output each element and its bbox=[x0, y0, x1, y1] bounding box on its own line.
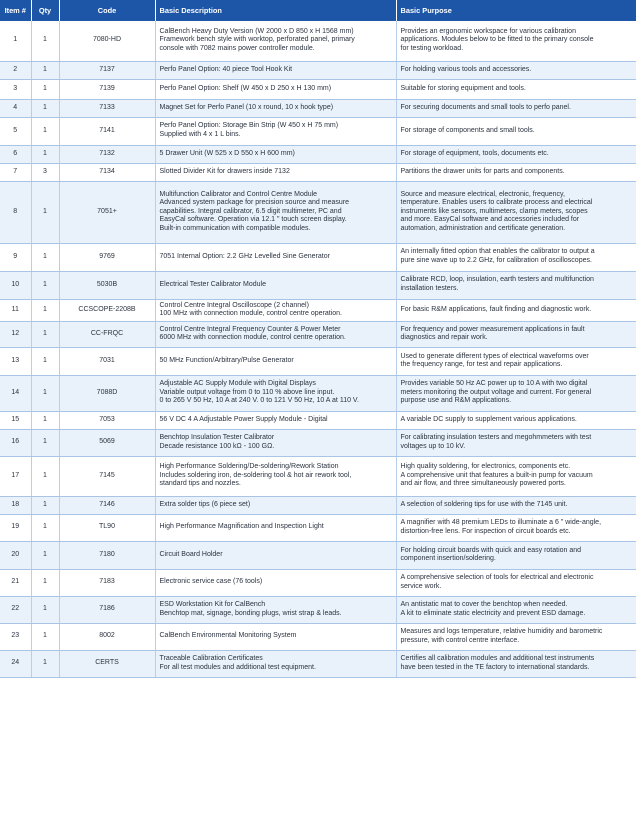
purpose-cell bbox=[396, 99, 636, 117]
description-cell bbox=[155, 429, 396, 456]
table-header-row bbox=[0, 0, 636, 21]
description-line: CalBench Heavy Duty Version (W 2000 x D 850 x H 1568 mm) bbox=[159, 27, 354, 35]
description-line: Variable output voltage from 0 to 110 % above line input. bbox=[159, 388, 335, 396]
purpose-line: Suitable for storing equipment and tools. bbox=[400, 84, 526, 92]
item-number-cell: 16 bbox=[0, 429, 31, 456]
purpose-cell bbox=[396, 163, 636, 181]
purpose-cell bbox=[396, 61, 636, 79]
table-row bbox=[0, 569, 636, 596]
description-line: Advanced system package for precision source and measure bbox=[159, 199, 349, 207]
table-row bbox=[0, 243, 636, 271]
qty-cell: 1 bbox=[31, 375, 59, 411]
code-cell: 7137 bbox=[59, 61, 155, 79]
table-row bbox=[0, 21, 636, 61]
qty-cell: 1 bbox=[31, 99, 59, 117]
purpose-cell bbox=[396, 411, 636, 429]
description-line: CalBench Environmental Monitoring System bbox=[159, 632, 297, 640]
code-cell: 7141 bbox=[59, 117, 155, 145]
purpose-line: A magnifier with 48 premium LEDs to illuminate a 6 " wide-angle, bbox=[400, 519, 602, 527]
table-row bbox=[0, 456, 636, 496]
purpose-cell bbox=[396, 243, 636, 271]
table-row bbox=[0, 596, 636, 623]
qty-cell: 1 bbox=[31, 271, 59, 299]
table-row bbox=[0, 650, 636, 677]
item-number-cell: 3 bbox=[0, 79, 31, 99]
qty-cell: 1 bbox=[31, 181, 59, 243]
purpose-line: For basic R&M applications, fault finding and diagnostic work. bbox=[400, 305, 592, 313]
description-line: EasyCal software. Operation via 12.1 " touch screen display. bbox=[159, 216, 347, 224]
purpose-line: purpose use and R&M applications. bbox=[400, 397, 512, 405]
code-cell: 7133 bbox=[59, 99, 155, 117]
description-line: 100 MHz with connection module, control centre operation. bbox=[159, 310, 342, 318]
description-line: Control Centre Integral Oscilloscope (2 channel) bbox=[159, 301, 309, 309]
qty-cell: 1 bbox=[31, 596, 59, 623]
table-row bbox=[0, 541, 636, 569]
table-row bbox=[0, 181, 636, 243]
purpose-line: Provides variable 50 Hz AC power up to 10 A with two digital bbox=[400, 380, 588, 388]
item-number-cell: 24 bbox=[0, 650, 31, 677]
purpose-line: For securing documents and small tools to perfo panel. bbox=[400, 103, 571, 111]
description-cell bbox=[155, 181, 396, 243]
qty-cell: 1 bbox=[31, 569, 59, 596]
code-cell: 7180 bbox=[59, 541, 155, 569]
description-line: Decade resistance 100 kΩ - 100 GΩ. bbox=[159, 442, 275, 450]
description-line: Perfo Panel Option: 40 piece Tool Hook Kit bbox=[159, 65, 293, 73]
purpose-cell bbox=[396, 569, 636, 596]
qty-cell: 1 bbox=[31, 321, 59, 347]
purpose-cell bbox=[396, 79, 636, 99]
purpose-line: automation, administration and certificate generation. bbox=[400, 224, 566, 232]
purpose-line: and air flow, and three simultaneously powered ports. bbox=[400, 480, 566, 488]
description-line: Benchtop Insulation Tester Calibrator bbox=[159, 434, 275, 442]
description-line: Perfo Panel Option: Storage Bin Strip (W 450 x H 75 mm) bbox=[159, 122, 339, 130]
code-cell: CERTS bbox=[59, 650, 155, 677]
table-row bbox=[0, 411, 636, 429]
header-purpose: Basic Purpose bbox=[396, 0, 636, 21]
purpose-cell bbox=[396, 181, 636, 243]
description-line: 56 V DC 4 A Adjustable Power Supply Module - Digital bbox=[159, 415, 328, 423]
purpose-cell bbox=[396, 514, 636, 541]
description-cell bbox=[155, 271, 396, 299]
item-number-cell: 17 bbox=[0, 456, 31, 496]
table-row bbox=[0, 271, 636, 299]
purpose-line: An internally fitted option that enables the calibrator to output a bbox=[400, 248, 595, 256]
qty-cell: 1 bbox=[31, 117, 59, 145]
code-cell: 5069 bbox=[59, 429, 155, 456]
purpose-cell bbox=[396, 541, 636, 569]
qty-cell: 1 bbox=[31, 145, 59, 163]
description-cell bbox=[155, 145, 396, 163]
table-row bbox=[0, 99, 636, 117]
code-cell: 7088D bbox=[59, 375, 155, 411]
purpose-cell bbox=[396, 456, 636, 496]
table-row bbox=[0, 299, 636, 321]
description-cell bbox=[155, 596, 396, 623]
purpose-line: distortion-free lens. For inspection of circuit boards etc. bbox=[400, 527, 571, 535]
table-row bbox=[0, 496, 636, 514]
purpose-cell bbox=[396, 650, 636, 677]
code-cell: 7186 bbox=[59, 596, 155, 623]
description-line: Includes soldering iron, de-soldering tool & hot air rework tool, bbox=[159, 471, 352, 479]
item-number-cell: 10 bbox=[0, 271, 31, 299]
item-number-cell: 15 bbox=[0, 411, 31, 429]
description-line: ESD Workstation Kit for CalBench bbox=[159, 601, 266, 609]
purpose-cell bbox=[396, 375, 636, 411]
purpose-line: For storage of equipment, tools, documents etc. bbox=[400, 149, 549, 157]
item-number-cell: 14 bbox=[0, 375, 31, 411]
description-line: High Performance Magnification and Inspection Light bbox=[159, 523, 324, 531]
description-cell bbox=[155, 61, 396, 79]
qty-cell: 1 bbox=[31, 299, 59, 321]
code-cell: 7051+ bbox=[59, 181, 155, 243]
code-cell: 7146 bbox=[59, 496, 155, 514]
table-row bbox=[0, 429, 636, 456]
item-number-cell: 22 bbox=[0, 596, 31, 623]
table-row bbox=[0, 375, 636, 411]
table-row bbox=[0, 61, 636, 79]
purpose-line: For holding circuit boards with quick and easy rotation and bbox=[400, 546, 582, 554]
description-line: 50 MHz Function/Arbitrary/Pulse Generator bbox=[159, 356, 294, 364]
item-number-cell: 21 bbox=[0, 569, 31, 596]
qty-cell: 1 bbox=[31, 623, 59, 650]
purpose-line: Provides an ergonomic workspace for various calibration bbox=[400, 27, 576, 35]
code-cell: 8002 bbox=[59, 623, 155, 650]
item-number-cell: 19 bbox=[0, 514, 31, 541]
purpose-line: instruments like sensors, multimeters, clamp meters, scopes bbox=[400, 207, 588, 215]
purpose-line: Partitions the drawer units for parts and components. bbox=[400, 167, 565, 175]
table-row bbox=[0, 623, 636, 650]
qty-cell: 1 bbox=[31, 79, 59, 99]
purpose-cell bbox=[396, 429, 636, 456]
qty-cell: 1 bbox=[31, 429, 59, 456]
qty-cell: 1 bbox=[31, 411, 59, 429]
code-cell: 7053 bbox=[59, 411, 155, 429]
description-line: Electrical Tester Calibrator Module bbox=[159, 280, 266, 288]
description-line: Supplied with 4 x 1 L bins. bbox=[159, 131, 241, 138]
description-cell bbox=[155, 456, 396, 496]
item-number-cell: 9 bbox=[0, 243, 31, 271]
header-qty: Qty bbox=[31, 0, 59, 21]
description-line: capabilities. Integral calibrator, 6.5 digit multimeter, PC and bbox=[159, 207, 342, 215]
purpose-line: For holding various tools and accessories. bbox=[400, 65, 532, 73]
description-line: Extra solder tips (6 piece set) bbox=[159, 500, 251, 508]
description-line: standard tips and nozzles. bbox=[159, 480, 241, 488]
purpose-line: voltages up to 10 kV. bbox=[400, 442, 466, 450]
description-line: 6000 MHz with connection module, control centre operation. bbox=[159, 334, 346, 342]
description-cell bbox=[155, 411, 396, 429]
description-cell bbox=[155, 569, 396, 596]
item-number-cell: 8 bbox=[0, 181, 31, 243]
code-cell: 7134 bbox=[59, 163, 155, 181]
qty-cell: 1 bbox=[31, 541, 59, 569]
purpose-line: the frequency range, for test and repair applications. bbox=[400, 361, 563, 369]
description-cell bbox=[155, 375, 396, 411]
description-line: Built-in communication with compatible modules. bbox=[159, 224, 311, 232]
code-cell: 7080-HD bbox=[59, 21, 155, 61]
purpose-cell bbox=[396, 623, 636, 650]
item-number-cell: 23 bbox=[0, 623, 31, 650]
qty-cell: 1 bbox=[31, 496, 59, 514]
purpose-line: pure sine wave up to 2.2 GHz, for calibration of oscilloscopes. bbox=[400, 257, 592, 264]
description-line: Benchtop mat, signage, bonding plugs, wrist strap & leads. bbox=[159, 609, 342, 617]
purpose-line: A selection of soldering tips for use with the 7145 unit. bbox=[400, 500, 568, 508]
purpose-line: For calibrating insulation testers and megohmmeters with test bbox=[400, 434, 592, 442]
description-cell bbox=[155, 496, 396, 514]
description-line: Multifunction Calibrator and Control Centre Module bbox=[159, 190, 318, 198]
purpose-line: pressure, with control centre interface. bbox=[400, 636, 520, 644]
purpose-line: High quality soldering, for electronics, components etc. bbox=[400, 463, 571, 471]
purpose-cell bbox=[396, 347, 636, 375]
purpose-line: installation testers. bbox=[400, 285, 459, 292]
description-cell bbox=[155, 623, 396, 650]
description-cell bbox=[155, 321, 396, 347]
purpose-cell bbox=[396, 145, 636, 163]
description-line: Control Centre Integral Frequency Counter & Power Meter bbox=[159, 325, 341, 333]
table-row bbox=[0, 163, 636, 181]
purpose-line: For frequency and power measurement applications in fault bbox=[400, 325, 585, 333]
purpose-line: A comprehensive unit that features a built-in pump for vacuum bbox=[400, 471, 593, 479]
purpose-cell bbox=[396, 299, 636, 321]
item-number-cell: 13 bbox=[0, 347, 31, 375]
table-row bbox=[0, 347, 636, 375]
description-cell bbox=[155, 79, 396, 99]
code-cell: 7132 bbox=[59, 145, 155, 163]
purpose-line: For storage of components and small tools. bbox=[400, 126, 535, 134]
description-line: Electronic service case (76 tools) bbox=[159, 578, 263, 586]
description-line: Perfo Panel Option: Shelf (W 450 x D 250 x H 130 mm) bbox=[159, 84, 332, 92]
code-cell: 7031 bbox=[59, 347, 155, 375]
description-cell bbox=[155, 117, 396, 145]
purpose-line: have been tested in the TE factory to international standards. bbox=[400, 663, 590, 671]
purpose-line: A kit to eliminate static electricity and prevent ESD damage. bbox=[400, 609, 586, 617]
purpose-cell bbox=[396, 596, 636, 623]
description-cell bbox=[155, 650, 396, 677]
table-row bbox=[0, 514, 636, 541]
description-line: For all test modules and additional test equipment. bbox=[159, 663, 316, 671]
table-row bbox=[0, 79, 636, 99]
purpose-line: diagnostics and repair work. bbox=[400, 334, 488, 342]
description-line: 5 Drawer Unit (W 525 x D 550 x H 600 mm) bbox=[159, 149, 295, 157]
purpose-line: service work. bbox=[400, 582, 442, 590]
purpose-cell bbox=[396, 496, 636, 514]
qty-cell: 1 bbox=[31, 243, 59, 271]
code-cell: CC-FRQC bbox=[59, 321, 155, 347]
description-cell bbox=[155, 243, 396, 271]
purpose-line: component insertion/soldering. bbox=[400, 555, 496, 563]
item-number-cell: 1 bbox=[0, 21, 31, 61]
item-number-cell: 20 bbox=[0, 541, 31, 569]
description-line: Traceable Calibration Certificates bbox=[159, 655, 263, 663]
item-number-cell: 12 bbox=[0, 321, 31, 347]
qty-cell: 1 bbox=[31, 650, 59, 677]
description-cell bbox=[155, 347, 396, 375]
purpose-line: Source and measure electrical, electronic, frequency, bbox=[400, 190, 565, 198]
description-line: Framework bench style with worktop, perforated panel, primary bbox=[159, 36, 355, 44]
purpose-line: meters monitoring the output voltage and current. For general bbox=[400, 388, 592, 396]
table-row bbox=[0, 321, 636, 347]
description-cell bbox=[155, 299, 396, 321]
description-line: console with 7082 mains power controller module. bbox=[159, 45, 315, 53]
description-line: 0 to 265 V 50 Hz, 10 A at 240 V. 0 to 121 V 50 Hz, 10 A at 110 V. bbox=[159, 397, 359, 405]
code-cell: TL90 bbox=[59, 514, 155, 541]
item-number-cell: 11 bbox=[0, 299, 31, 321]
description-cell bbox=[155, 514, 396, 541]
purpose-cell bbox=[396, 117, 636, 145]
purpose-line: applications. Modules below to be fitted to the primary console bbox=[400, 36, 594, 44]
table-body bbox=[0, 21, 636, 677]
description-cell bbox=[155, 541, 396, 569]
qty-cell: 3 bbox=[31, 163, 59, 181]
qty-cell: 1 bbox=[31, 21, 59, 61]
purpose-cell bbox=[396, 21, 636, 61]
item-number-cell: 5 bbox=[0, 117, 31, 145]
code-cell: 9769 bbox=[59, 243, 155, 271]
description-line: Adjustable AC Supply Module with Digital Displays bbox=[159, 380, 316, 388]
purpose-line: Measures and logs temperature, relative humidity and barometric bbox=[400, 628, 603, 636]
qty-cell: 1 bbox=[31, 347, 59, 375]
purpose-cell bbox=[396, 321, 636, 347]
code-cell: CCSCOPE-2208B bbox=[59, 299, 155, 321]
purpose-line: and more. EasyCal software and accessories included for bbox=[400, 216, 580, 224]
code-cell: 7139 bbox=[59, 79, 155, 99]
qty-cell: 1 bbox=[31, 61, 59, 79]
purpose-line: An antistatic mat to cover the benchtop when needed. bbox=[400, 601, 568, 609]
item-number-cell: 4 bbox=[0, 99, 31, 117]
purpose-cell bbox=[396, 271, 636, 299]
purpose-line: A variable DC supply to supplement various applications. bbox=[400, 415, 577, 423]
purpose-line: Used to generate different types of electrical waveforms over bbox=[400, 352, 589, 360]
purpose-line: Certifies all calibration modules and additional test instruments bbox=[400, 655, 595, 663]
description-line: High Performance Soldering/De-soldering/Rework Station bbox=[159, 463, 339, 471]
description-cell bbox=[155, 21, 396, 61]
qty-cell: 1 bbox=[31, 456, 59, 496]
code-cell: 5030B bbox=[59, 271, 155, 299]
header-code: Code bbox=[59, 0, 155, 21]
purpose-line: Calibrate RCD, loop, insulation, earth testers and multifunction bbox=[400, 276, 594, 284]
item-number-cell: 6 bbox=[0, 145, 31, 163]
description-cell bbox=[155, 99, 396, 117]
description-line: Magnet Set for Perfo Panel (10 x round, 10 x hook type) bbox=[159, 103, 334, 111]
header-description: Basic Description bbox=[155, 0, 396, 21]
description-line: Slotted Divider Kit for drawers inside 7132 bbox=[159, 167, 290, 175]
description-cell bbox=[155, 163, 396, 181]
item-number-cell: 7 bbox=[0, 163, 31, 181]
purpose-line: A comprehensive selection of tools for electrical and electronic bbox=[400, 574, 594, 582]
table-row bbox=[0, 145, 636, 163]
item-number-cell: 18 bbox=[0, 496, 31, 514]
description-line: Circuit Board Holder bbox=[159, 550, 223, 558]
table-row bbox=[0, 117, 636, 145]
code-cell: 7183 bbox=[59, 569, 155, 596]
code-cell: 7145 bbox=[59, 456, 155, 496]
purpose-line: for testing workload. bbox=[400, 45, 464, 53]
item-number-cell: 2 bbox=[0, 61, 31, 79]
description-line: 7051 Internal Option: 2.2 GHz Levelled Sine Generator bbox=[159, 252, 330, 260]
purpose-line: temperature. Enables users to calibrate process and electrical bbox=[400, 199, 593, 207]
qty-cell: 1 bbox=[31, 514, 59, 541]
header-item: Item # bbox=[0, 0, 31, 21]
